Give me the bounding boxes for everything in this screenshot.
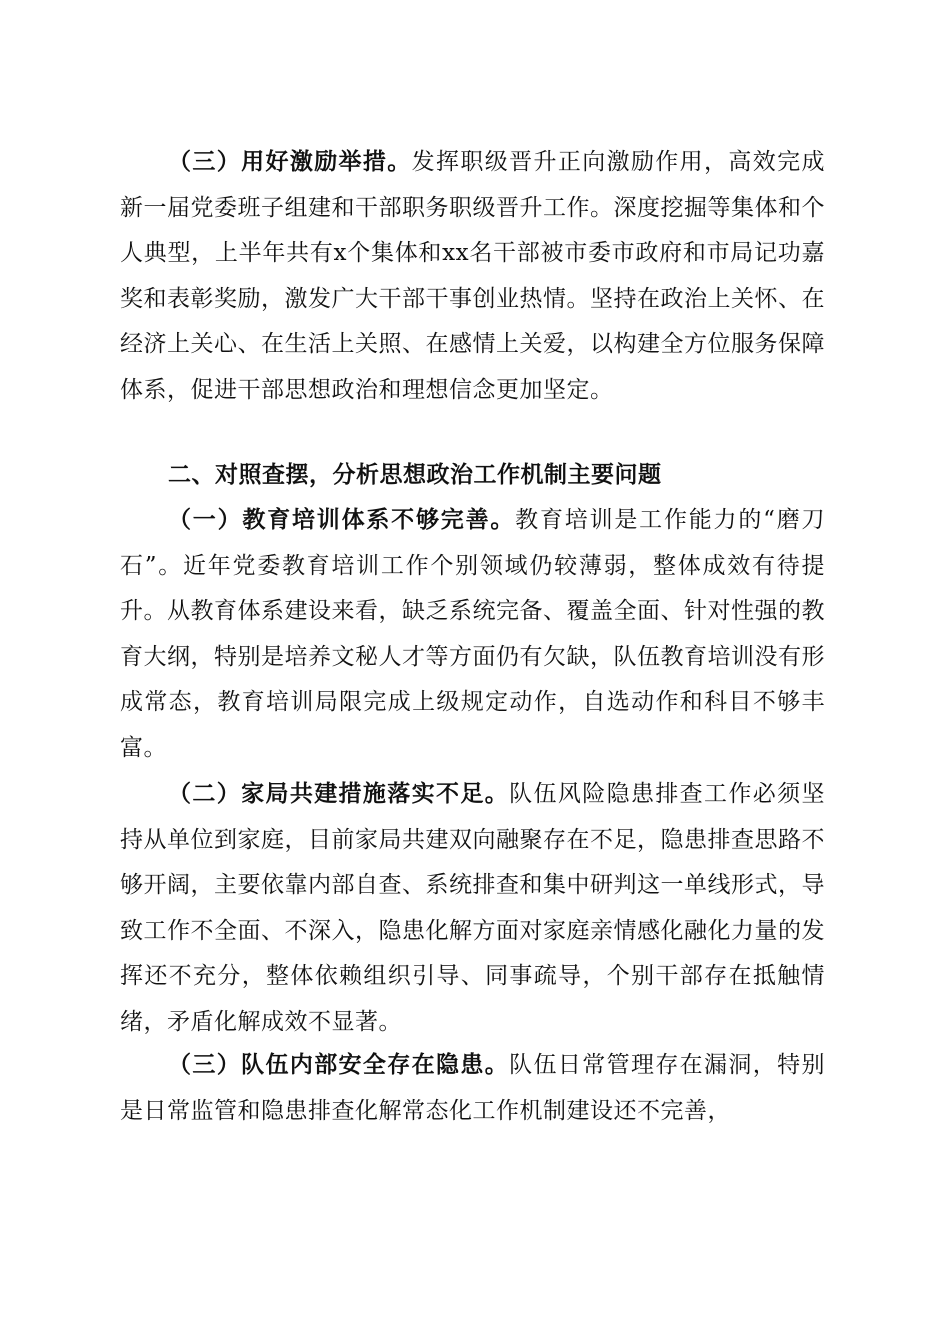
paragraph-text [120, 772, 825, 1045]
paragraph-body: 发挥职级晋升正向激励作用，高效完成新一届党委班子组建和干部职务职级晋升工作。深度挖掘等集体和个人典型，上半年共有x个集体和xx名干部被市委市政府和市局记功嘉奖和表彰奖励，激发广大干部干事创业热情。坚持在政治上关怀、在经济上关心、在生活上关照、在感情上关爱，以构建全方位服务保障体系，促进干部思想政治和理想信念更加坚定。 [120, 149, 826, 403]
section-heading-problems [120, 453, 825, 499]
section-heading: 二、对照查摆，分析思想政治工作机制主要问题 [168, 462, 662, 488]
paragraph-text [120, 1043, 825, 1134]
paragraph-body: 教育培训是工作能力的“磨刀石”。近年党委教育培训工作个别领域仍较薄弱，整体成效有待提升。从教育体系建设来看，缺乏系统完备、覆盖全面、针对性强的教育大纲，特别是培养文秘人才等方面仍有欠缺，队伍教育培训没有形成常态，教育培训局限完成上级规定动作，自选动作和科目不够丰富。 [120, 507, 825, 761]
paragraph-lead: （三）队伍内部安全存在隐患。 [168, 1052, 510, 1078]
paragraph-body: 队伍日常管理存在漏洞，特别是日常监管和隐患排查化解常态化工作机制建设还不完善， [120, 1052, 826, 1124]
paragraph-lead: （一）教育培训体系不够完善。 [168, 507, 516, 533]
paragraph-body: 队伍风险隐患排查工作必须坚持从单位到家庭，目前家局共建双向融聚存在不足，隐患排查思路不够开阔，主要依靠内部自查、系统排查和集中研判这一单线形式，导致工作不全面、不深入，隐患化解方面对家庭亲情感化融化力量的发挥还不充分，整体依赖组织引导、同事疏导，个别干部存在抵触情绪，矛盾化解成效不显著。 [120, 781, 826, 1035]
paragraph-training-system [120, 498, 825, 771]
paragraph-text [120, 498, 825, 771]
paragraph-family-cooperation [120, 772, 825, 1045]
paragraph-internal-security [120, 1043, 825, 1134]
paragraph-text [120, 140, 825, 413]
paragraph-lead: （三）用好激励举措。 [168, 149, 412, 175]
paragraph-lead: （二）家局共建措施落实不足。 [168, 781, 510, 807]
paragraph-incentive-measures [120, 140, 825, 413]
